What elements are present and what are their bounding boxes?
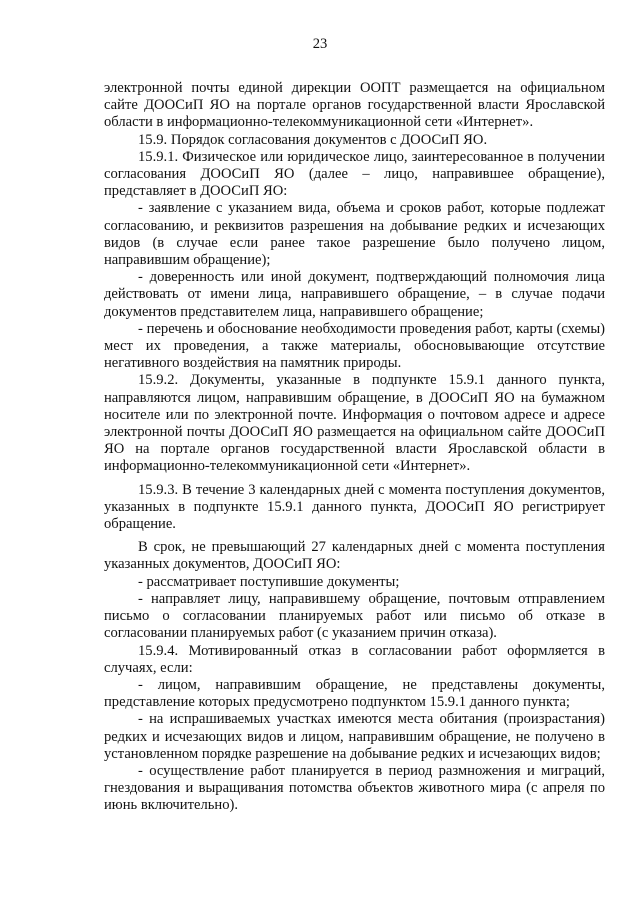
paragraph-15-9-3: 15.9.3. В течение 3 календарных дней с момента поступления документов, указанных в подпункте 15.9.1 данного пункта, ДООСиП ЯО регистрирует обращение.	[104, 481, 605, 533]
list-item-sends-letter: - направляет лицу, направившему обращение, почтовым отправлением письмо о согласовании планируемых работ или письмо об отказе в согласовании планируемых работ (с указанием причин отказа).	[104, 590, 605, 642]
page-number: 23	[312, 36, 328, 52]
paragraph-continuation: электронной почты единой дирекции ООПТ размещается на официальном сайте ДООСиП ЯО на портале органов государственной власти Ярославской области в информационно-телекоммуникационной сети «Интернет».	[104, 80, 605, 131]
list-item-rare-species-habitat: - на испрашиваемых участках имеются места обитания (произрастания) редких и исчезающих видов и лицом, направившим обращение, не получено в установленном порядке разрешение на добывание редких и исчезающих видов;	[104, 711, 605, 762]
paragraph-deadline: В срок, не превышающий 27 календарных дней с момента поступления указанных документов, ДООСиП ЯО:	[104, 539, 605, 573]
list-item-missing-documents: - лицом, направившим обращение, не представлены документы, представление которых предусмотрено подпунктом 15.9.1 данного пункта;	[104, 676, 605, 711]
list-item-breeding-season: - осуществление работ планируется в период размножения и миграций, гнездования и выращивания потомства объектов животного мира (с апреля по июнь включительно).	[104, 762, 605, 814]
document-body	[104, 80, 605, 815]
paragraph-section-15-9: 15.9. Порядок согласования документов с ДООСиП ЯО.	[138, 131, 488, 148]
list-item-application: - заявление с указанием вида, объема и сроков работ, которые подлежат согласованию, и реквизитов разрешения на добывание редких и исчезающих видов (в случае если ранее такое разрешение было получено лицом, направившим обращение);	[104, 200, 605, 269]
list-item-justification: - перечень и обоснование необходимости проведения работ, карты (схемы) мест их проведения, а также материалы, обосновывающие отсутствие негативного воздействия на памятник природы.	[104, 320, 605, 372]
list-item-power-of-attorney: - доверенность или иной документ, подтверждающий полномочия лица действовать от имени лица, направившего обращение, – в случае подачи документов представителем лица, направившего обращение;	[104, 269, 605, 320]
paragraph-15-9-4: 15.9.4. Мотивированный отказ в согласовании работ оформляется в случаях, если:	[104, 642, 605, 676]
list-item-reviews: - рассматривает поступившие документы;	[138, 573, 400, 590]
paragraph-15-9-1: 15.9.1. Физическое или юридическое лицо, заинтересованное в получении согласования ДООСиП ЯО (далее – лицо, направившее обращение), представляет в ДООСиП ЯО:	[104, 148, 605, 200]
paragraph-15-9-2: 15.9.2. Документы, указанные в подпункте 15.9.1 данного пункта, направляются лицом, направившим обращение, в ДООСиП ЯО на бумажном носителе или по электронной почте. Информация о почтовом адресе и адресе электронной почты ДООСиП ЯО размещается на официальном сайте ДООСиП ЯО на портале органов государственной власти Ярославской области в информационно-телекоммуникационной сети «Интернет».	[104, 372, 605, 475]
